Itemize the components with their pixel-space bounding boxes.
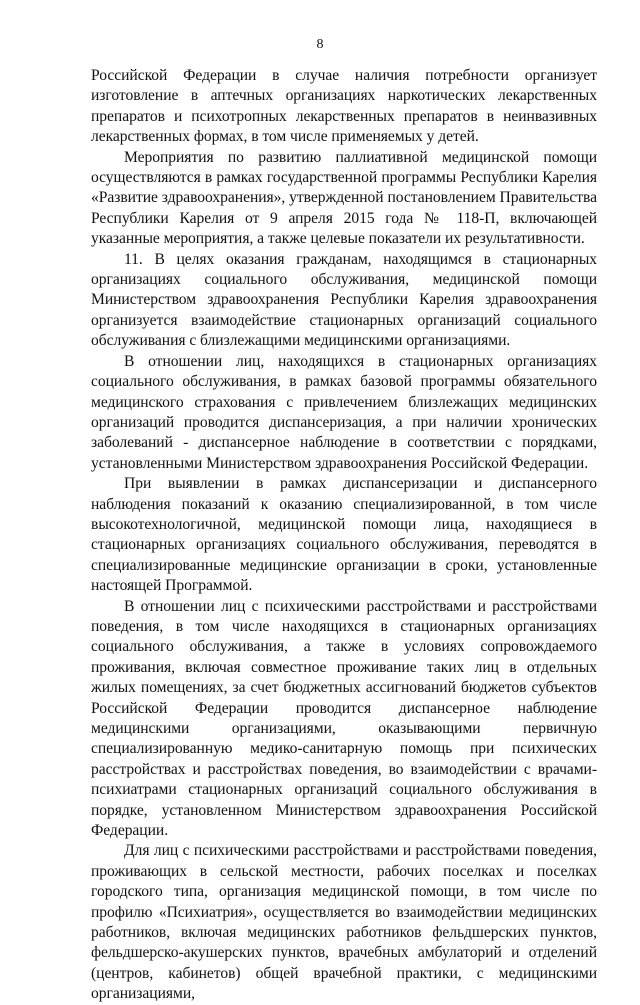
paragraph-rural-care: Для лиц с психическими расстройствами и расстройствами поведения, проживающих в сельской местности, рабочих поселках и поселках городского типа, организация медицинской помощи, в том числе по профилю «Психиатрия», осуществляется во взаимодействии медицинских работников, включая медицинских работников фельдшерских пунктов, фельдшерско-акушерских пунктов, врачебных амбулаторий и отделений (центров, кабинетов) общей врачебной практики, с медицинскими организациями,	[91, 842, 597, 1003]
paragraph-continuation: Российской Федерации в случае наличия потребности организует изготовление в аптечных организациях наркотических лекарственных препаратов и психотропных лекарственных препаратов в неинвазивных лекарственных формах, в том числе применяемых у детей.	[91, 67, 597, 146]
page-number: 8	[316, 37, 324, 52]
paragraph-palliative-program: Мероприятия по развитию паллиативной медицинской помощи осуществляются в рамках государственной программы Республики Карелия «Развитие здравоохранения», утвержденной постановлением Правительства Республики Карелия от 9 апреля 2015 года № 118-П, включающей указанные мероприятия, а также целевые показатели их результативности.	[91, 148, 597, 248]
paragraph-item-11: 11. В целях оказания гражданам, находящимся в стационарных организациях социального обслуживания, медицинской помощи Министерством здравоохранения Республики Карелия здравоохранения организуется взаимодействие стационарных организаций социального обслуживания с близлежащими медицинскими организациями.	[91, 250, 597, 350]
document-body	[91, 66, 597, 1005]
paragraph-specialized-care: При выявлении в рамках диспансеризации и диспансерного наблюдения показаний к оказанию специализированной, в том числе высокотехнологичной, медицинской помощи лица, находящиеся в стационарных организациях социального обслуживания, переводятся в специализированные медицинские организации в сроки, установленные настоящей Программой.	[91, 475, 597, 595]
paragraph-mental-disorders: В отношении лиц с психическими расстройствами и расстройствами поведения, в том числе находящихся в стационарных организациях социального обслуживания, а также в условиях сопровождаемого проживания, включая совместное проживание таких лиц в отдельных жилых помещениях, за счет бюджетных ассигнований бюджетов субъектов Российской Федерации проводится диспансерное наблюдение медицинскими организациями, оказывающими первичную специализированную медико-санитарную помощь при психических расстройствах и расстройствах поведения, во взаимодействии с врачами-психиатрами стационарных организаций социального обслуживания в порядке, установленном Министерством здравоохранения Российской Федерации.	[91, 597, 597, 840]
paragraph-dispensarization: В отношении лиц, находящихся в стационарных организациях социального обслуживания, в рамках базовой программы обязательного медицинского страхования с привлечением близлежащих медицинских организаций проводится диспансеризация, а при наличии хронических заболеваний - диспансерное наблюдение в соответствии с порядками, установленными Министерством здравоохранения Российской Федерации.	[91, 352, 597, 472]
